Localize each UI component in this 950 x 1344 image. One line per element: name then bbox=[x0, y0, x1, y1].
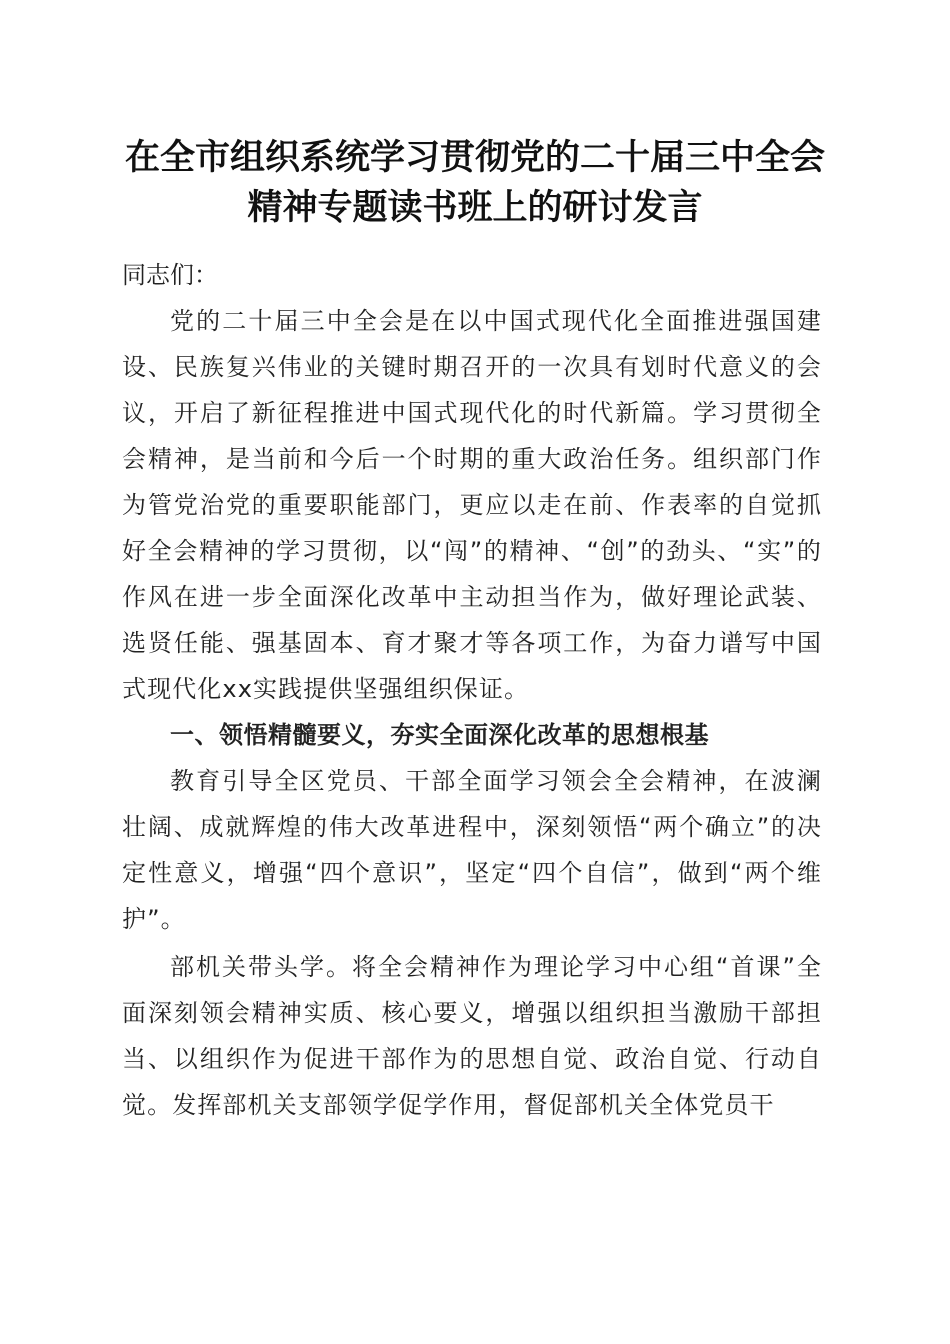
document-body bbox=[122, 252, 822, 1128]
document-title bbox=[100, 133, 850, 233]
section-heading: 一、领悟精髓要义，夯实全面深化改革的思想根基 bbox=[170, 721, 709, 749]
section-paragraph: 教育引导全区党员、干部全面学习领会全会精神，在波澜壮阔、成就辉煌的伟大改革进程中，深刻领悟“两个确立”的决定性意义，增强“四个意识”，坚定“四个自信”，做到“两个维护”。 bbox=[122, 767, 822, 933]
title-line-2: 精神专题读书班上的研讨发言 bbox=[247, 187, 703, 228]
intro-paragraph: 党的二十届三中全会是在以中国式现代化全面推进强国建设、民族复兴伟业的关键时期召开的一次具有划时代意义的会议，开启了新征程推进中国式现代化的时代新篇。学习贯彻全会精神，是当前和今后一个时期的重大政治任务。组织部门作为管党治党的重要职能部门，更应以走在前、作表率的自觉抓好全会精神的学习贯彻，以“闯”的精神、“创”的劲头、“实”的作风在进一步全面深化改革中主动担当作为，做好理论武装、选贤任能、强基固本、育才聚才等各项工作，为奋力谱写中国式现代化xx实践提供坚强组织保证。 bbox=[122, 307, 822, 703]
salutation: 同志们： bbox=[122, 261, 218, 289]
title-line-1: 在全市组织系统学习贯彻党的二十届三中全会 bbox=[124, 137, 825, 178]
section-paragraph: 部机关带头学。将全会精神作为理论学习中心组“首课”全面深刻领会精神实质、核心要义，增强以组织担当激励干部担当、以组织作为促进干部作为的思想自觉、政治自觉、行动自觉。发挥部机关支部领学促学作用，督促部机关全体党员干 bbox=[122, 953, 822, 1119]
